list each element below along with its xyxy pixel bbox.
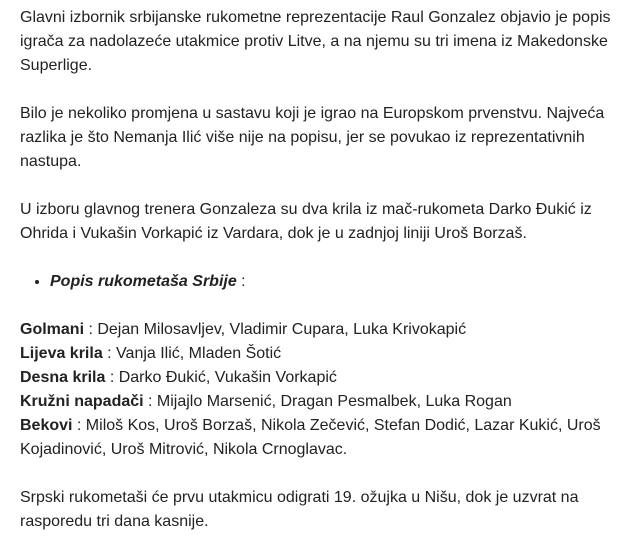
roster-list: [20, 270, 612, 294]
position-left-wings: [20, 342, 612, 366]
roster-list-item: [50, 270, 612, 294]
position-backs: [20, 414, 612, 462]
roster-title-colon: :: [236, 273, 246, 290]
roster-title: Popis rukometaša Srbije: [50, 273, 237, 290]
position-pivots: [20, 390, 612, 414]
article-body: [20, 6, 612, 558]
position-label: Golmani: [20, 321, 85, 338]
position-players: : Dejan Milosavljev, Vladimir Cupara, Luka Krivokapić: [84, 321, 467, 338]
intro-paragraph: Glavni izbornik srbijanske rukometne reprezentacije Raul Gonzalez objavio je popis igrača za nadolazeće utakmice protiv Litve, a na njemu su tri imena iz Makedonske Superlige.: [20, 9, 611, 74]
position-players: : Miloš Kos, Uroš Borzaš, Nikola Zečević, Stefan Dodić, Lazar Kukić, Uroš Kojadinović, Uroš Mitrović, Nikola Crnoglavac.: [20, 417, 601, 458]
position-label: Bekovi: [20, 417, 73, 434]
roster-positions: [20, 318, 612, 462]
position-players: : Vanja Ilić, Mladen Šotić: [102, 345, 282, 362]
closing-paragraph: Srpski rukometaši će prvu utakmicu odigrati 19. ožujka u Nišu, dok je uzvrat na rasporedu tri dana kasnije.: [20, 489, 579, 530]
position-right-wings: [20, 366, 612, 390]
position-goalkeepers: [20, 318, 612, 342]
spacer: [20, 462, 612, 486]
changes-paragraph: Bilo je nekoliko promjena u sastavu koji je igrao na Europskom prvenstvu. Najveća razlika je što Nemanja Ilić više nije na popisu, jer se povukao iz reprezentativnih nastupa.: [20, 105, 605, 170]
position-players: : Mijajlo Marsenić, Dragan Pesmalbek, Luka Rogan: [143, 393, 512, 410]
position-label: Kružni napadači: [20, 393, 144, 410]
position-players: : Darko Đukić, Vukašin Vorkapić: [105, 369, 337, 386]
position-label: Desna krila: [20, 369, 106, 386]
position-label: Lijeva krila: [20, 345, 103, 362]
selection-paragraph: U izboru glavnog trenera Gonzaleza su dva krila iz mač-rukometa Darko Đukić iz Ohrida i Vukašin Vorkapić iz Vardara, dok je u zadnjoj liniji Uroš Borzaš.: [20, 201, 592, 242]
